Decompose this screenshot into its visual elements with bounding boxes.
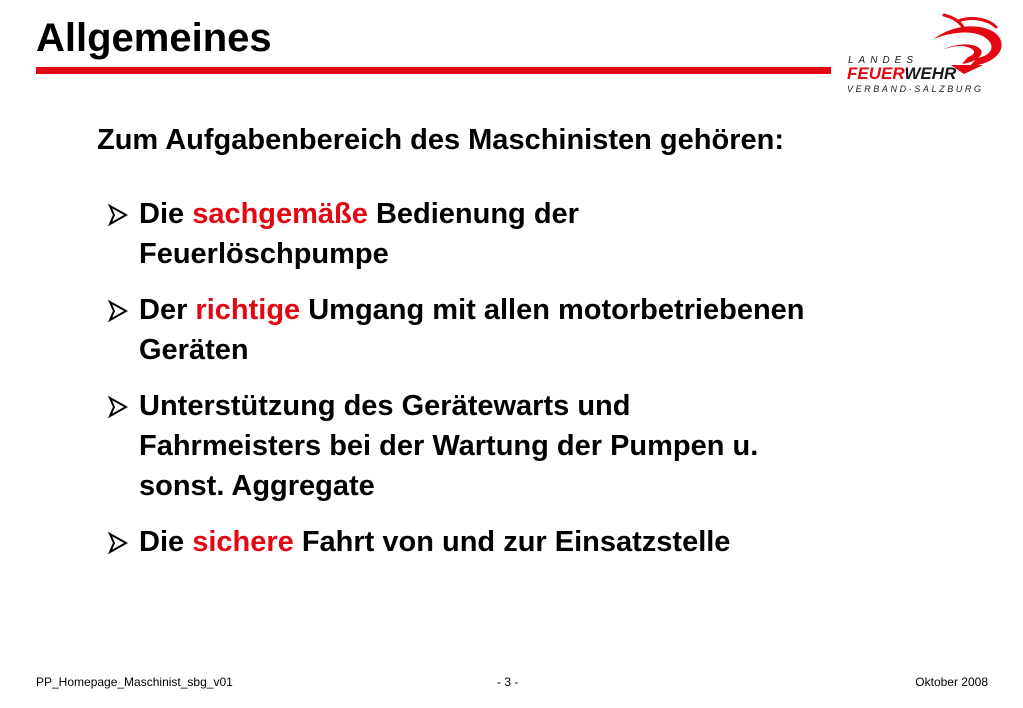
bullet-text: Geräten xyxy=(139,334,249,366)
bullet-item xyxy=(108,290,1008,370)
bullet-line xyxy=(139,290,1008,330)
highlighted-term: richtige xyxy=(195,294,301,326)
title-underline xyxy=(36,67,831,74)
arrow-bullet-icon xyxy=(108,300,134,322)
arrow-bullet-icon xyxy=(108,204,134,226)
slide-title: Allgemeines xyxy=(36,16,272,60)
bullet-text: Die xyxy=(139,198,193,230)
bullet-text: Fahrt von und zur Einsatzstelle xyxy=(293,526,731,558)
bullet-line xyxy=(139,466,1008,506)
bullet-line xyxy=(139,426,1008,466)
bullet-line xyxy=(139,234,1008,274)
footer-page-number: - 3 - xyxy=(497,675,519,689)
bullet-line xyxy=(139,386,1008,426)
bullet-line xyxy=(139,194,1008,234)
bullet-line xyxy=(139,330,1008,370)
landesfeuerwehrverband-logo xyxy=(838,10,1016,102)
bullet-text: Bedienung der xyxy=(367,198,579,230)
logo-landes-text: LANDES xyxy=(848,55,919,66)
bullet-text: Fahrmeisters bei der Wartung der Pumpen u. xyxy=(139,430,759,462)
bullet-text: Umgang mit allen motorbetriebenen xyxy=(300,294,805,326)
bullet-list xyxy=(108,194,1008,578)
bullet-text: Unterstützung des Gerätewarts und xyxy=(139,390,631,422)
bullet-item xyxy=(108,522,1008,562)
bullet-text: Feuerlöschpumpe xyxy=(139,238,389,270)
logo-feuerwehr-text: FEUERWEHR xyxy=(847,64,957,83)
bullet-item xyxy=(108,194,1008,274)
intro-heading: Zum Aufgabenbereich des Maschinisten gehören: xyxy=(97,124,784,156)
footer-filename: PP_Homepage_Maschinist_sbg_v01 xyxy=(36,675,233,689)
bullet-line xyxy=(139,522,1008,562)
highlighted-term: sachgemäße xyxy=(192,198,368,230)
bullet-text: sonst. Aggregate xyxy=(139,470,375,502)
bullet-text: Der xyxy=(139,294,196,326)
arrow-bullet-icon xyxy=(108,396,134,418)
bullet-text: Die xyxy=(139,526,193,558)
bullet-item xyxy=(108,386,1008,506)
footer-date: Oktober 2008 xyxy=(915,675,988,689)
arrow-bullet-icon xyxy=(108,532,134,554)
logo-verband-text: VERBAND·SALZBURG xyxy=(847,84,984,94)
highlighted-term: sichere xyxy=(192,526,294,558)
